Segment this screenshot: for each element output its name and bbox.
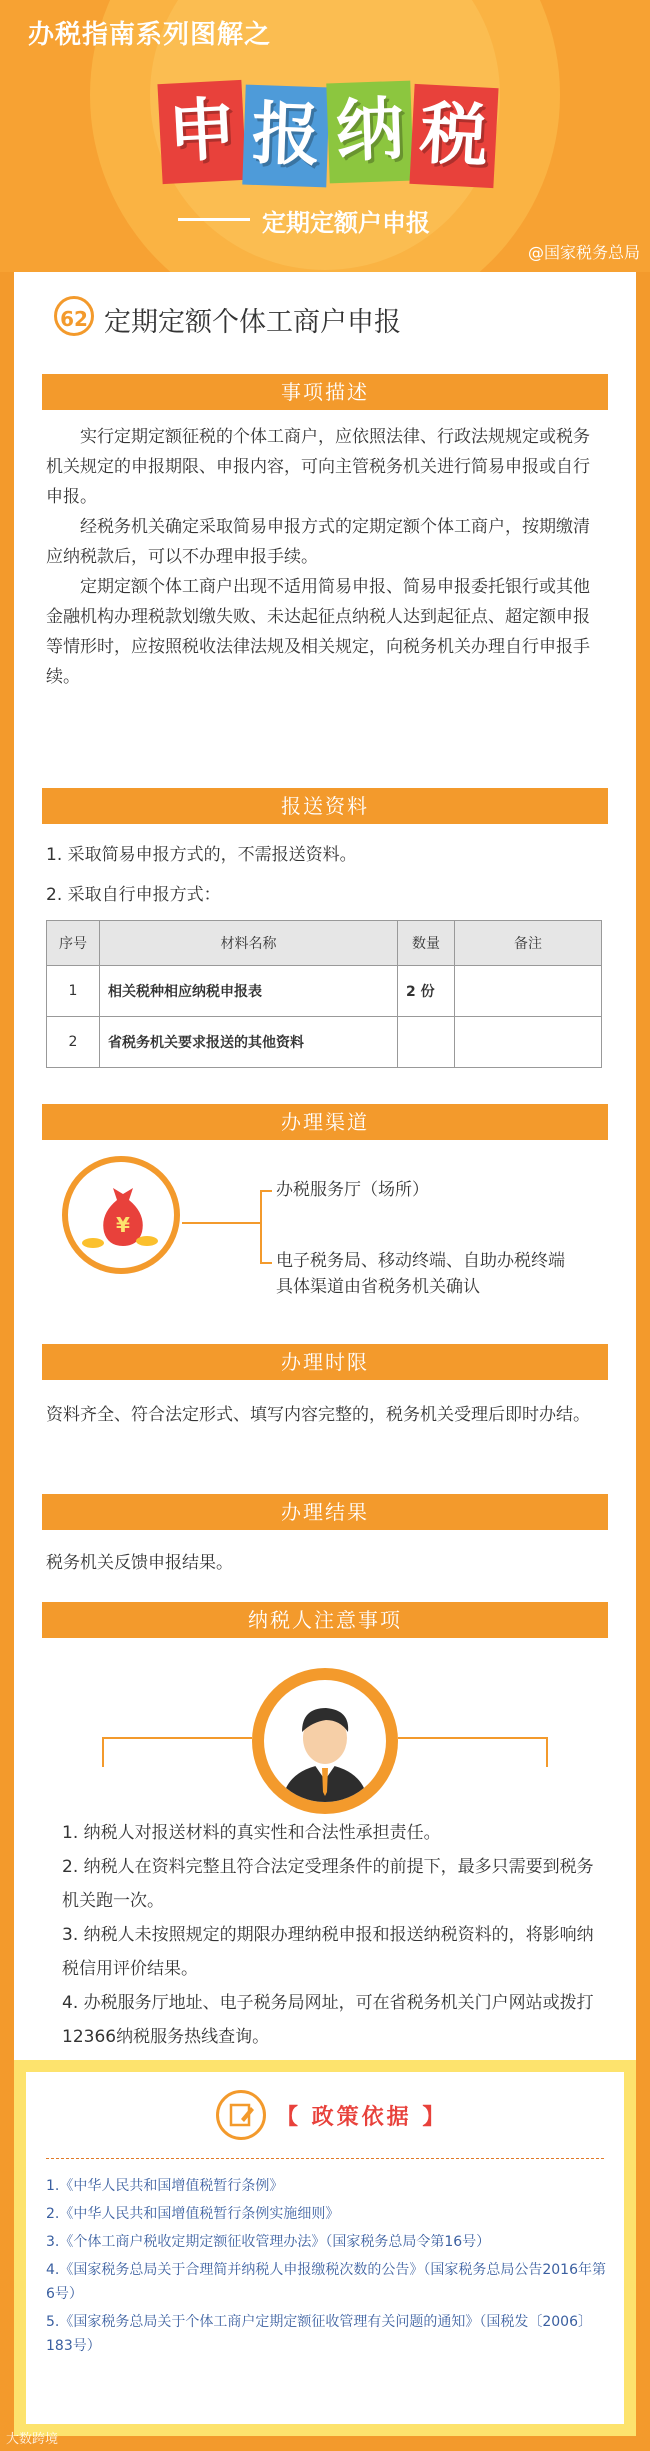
title-tiles: [160, 82, 500, 188]
coin-icon: [82, 1238, 104, 1248]
policy-item-2: 2.《中华人民共和国增值税暂行条例实施细则》: [46, 2206, 340, 2222]
page-title: 定期定额个体工商户申报: [104, 307, 401, 338]
table-row: [47, 1017, 602, 1068]
materials-item-1: 1. 采取简易申报方式的，不需报送资料。: [46, 845, 357, 865]
avatar-line-left: [102, 1737, 252, 1739]
policy-item-5: 5.《国家税务总局关于个体工商户定期定额征收管理有关问题的通知》（国税发〔2006〕183号）: [46, 2314, 592, 2354]
policy-item-1: 1.《中华人民共和国增值税暂行条例》: [46, 2178, 284, 2194]
policy-inner: [26, 2072, 624, 2424]
page-number-badge: 62: [54, 296, 94, 336]
policy-title: 【 政策依据 】: [276, 2105, 448, 2130]
policy-list: [46, 2174, 606, 2362]
table-header-row: [47, 921, 602, 966]
svg-text:¥: ¥: [116, 1213, 130, 1237]
table-header: 备注: [455, 921, 602, 966]
section-title-time: 办理时限: [42, 1344, 608, 1380]
channel-branch-top: [260, 1190, 272, 1192]
avatar-line-right: [398, 1737, 548, 1739]
series-title: 办税指南系列图解之: [28, 20, 272, 50]
section-title-description: 事项描述: [42, 374, 608, 410]
title-tile-1: 申: [157, 80, 246, 184]
policy-divider: [46, 2158, 604, 2159]
advisor-avatar: [252, 1668, 398, 1814]
description-paragraph-3: 定期定额个体工商户出现不适用简易申报、简易申报委托银行或其他金融机构办理税款划缴失败、未达起征点纳税人达到起征点、超定额申报等情形时，应按照税收法律法规及相关规定，向税务机关办理自行申报手续。: [46, 577, 590, 687]
section-title-channels: 办理渠道: [42, 1104, 608, 1140]
title-tile-3: 纳: [326, 81, 413, 184]
avatar-frame: [264, 1680, 386, 1802]
table-header: 序号: [47, 921, 100, 966]
channel-connector: [182, 1222, 260, 1224]
avatar-line-left-tick: [102, 1737, 104, 1767]
materials-item-2: 2. 采取自行申报方式：: [46, 885, 221, 905]
notes-list: [62, 1816, 602, 2054]
table-cell: 2: [47, 1017, 100, 1068]
note-item-4: 4. 办税服务厅地址、电子税务局网址，可在省税务机关门户网站或拨打12366纳税服务热线查询。: [62, 1993, 594, 2047]
pencil-svg: [219, 2093, 263, 2137]
channel-item-3: 具体渠道由省税务机关确认: [276, 1277, 480, 1297]
description-paragraph-1: 实行定期定额征税的个体工商户，应依照法律、行政法规规定或税务机关规定的申报期限、申报内容，可向主管税务机关进行简易申报或自行申报。: [46, 427, 590, 507]
table-cell: 2 份: [398, 966, 455, 1017]
table-cell: 1: [47, 966, 100, 1017]
table-row: [47, 966, 602, 1017]
result-text: 税务机关反馈申报结果。: [46, 1553, 233, 1573]
channel-item-1: 办税服务厅（场所）: [276, 1180, 429, 1200]
header-banner: [0, 0, 650, 272]
person-icon: [264, 1680, 386, 1802]
table-cell: [455, 1017, 602, 1068]
note-item-3: 3. 纳税人未按照规定的期限办理纳税申报和报送纳税资料的，将影响纳税信用评价结果。: [62, 1925, 594, 1979]
table-cell: 省税务机关要求报送的其他资料: [100, 1017, 398, 1068]
title-tile-2: 报: [242, 85, 329, 188]
note-item-1: 1. 纳税人对报送材料的真实性和合法性承担责任。: [62, 1823, 441, 1843]
coin-icon: [136, 1236, 158, 1246]
footer-watermark: 大数跨境: [6, 2432, 59, 2447]
section-title-notes: 纳税人注意事项: [42, 1602, 608, 1638]
section-title-result: 办理结果: [42, 1494, 608, 1530]
time-text: 资料齐全、符合法定形式、填写内容完整的，税务机关受理后即时办结。: [46, 1405, 590, 1425]
subtitle-dash: [178, 218, 250, 221]
materials-table: [46, 920, 602, 1068]
channel-branch-bottom: [260, 1262, 272, 1264]
table-header: 材料名称: [100, 921, 398, 966]
avatar-line-right-tick: [546, 1737, 548, 1767]
table-header: 数量: [398, 921, 455, 966]
policy-box: [14, 2060, 636, 2436]
subtitle: 定期定额户申报: [262, 209, 430, 237]
channel-bracket: [260, 1190, 262, 1262]
channel-item-2: 电子税务局、移动终端、自助办税终端: [276, 1251, 565, 1271]
table-cell: [455, 966, 602, 1017]
edit-icon: [216, 2090, 266, 2140]
money-bag-icon: [62, 1156, 180, 1274]
description-text: [46, 422, 606, 692]
description-paragraph-2: 经税务机关确定采取简易申报方式的定期定额个体工商户，按期缴清应纳税款后，可以不办理申报手续。: [46, 517, 590, 567]
watermark: @国家税务总局: [527, 243, 640, 262]
table-cell: [398, 1017, 455, 1068]
policy-item-3: 3.《个体工商户税收定期定额征收管理办法》（国家税务总局令第16号）: [46, 2234, 491, 2250]
note-item-2: 2. 纳税人在资料完整且符合法定受理条件的前提下，最多只需要到税务机关跑一次。: [62, 1857, 594, 1911]
table-cell: 相关税种相应纳税申报表: [100, 966, 398, 1017]
section-title-materials: 报送资料: [42, 788, 608, 824]
policy-item-4: 4.《国家税务总局关于合理简并纳税人申报缴税次数的公告》（国家税务总局公告2016年第6号）: [46, 2262, 606, 2302]
title-tile-4: 税: [409, 84, 498, 188]
